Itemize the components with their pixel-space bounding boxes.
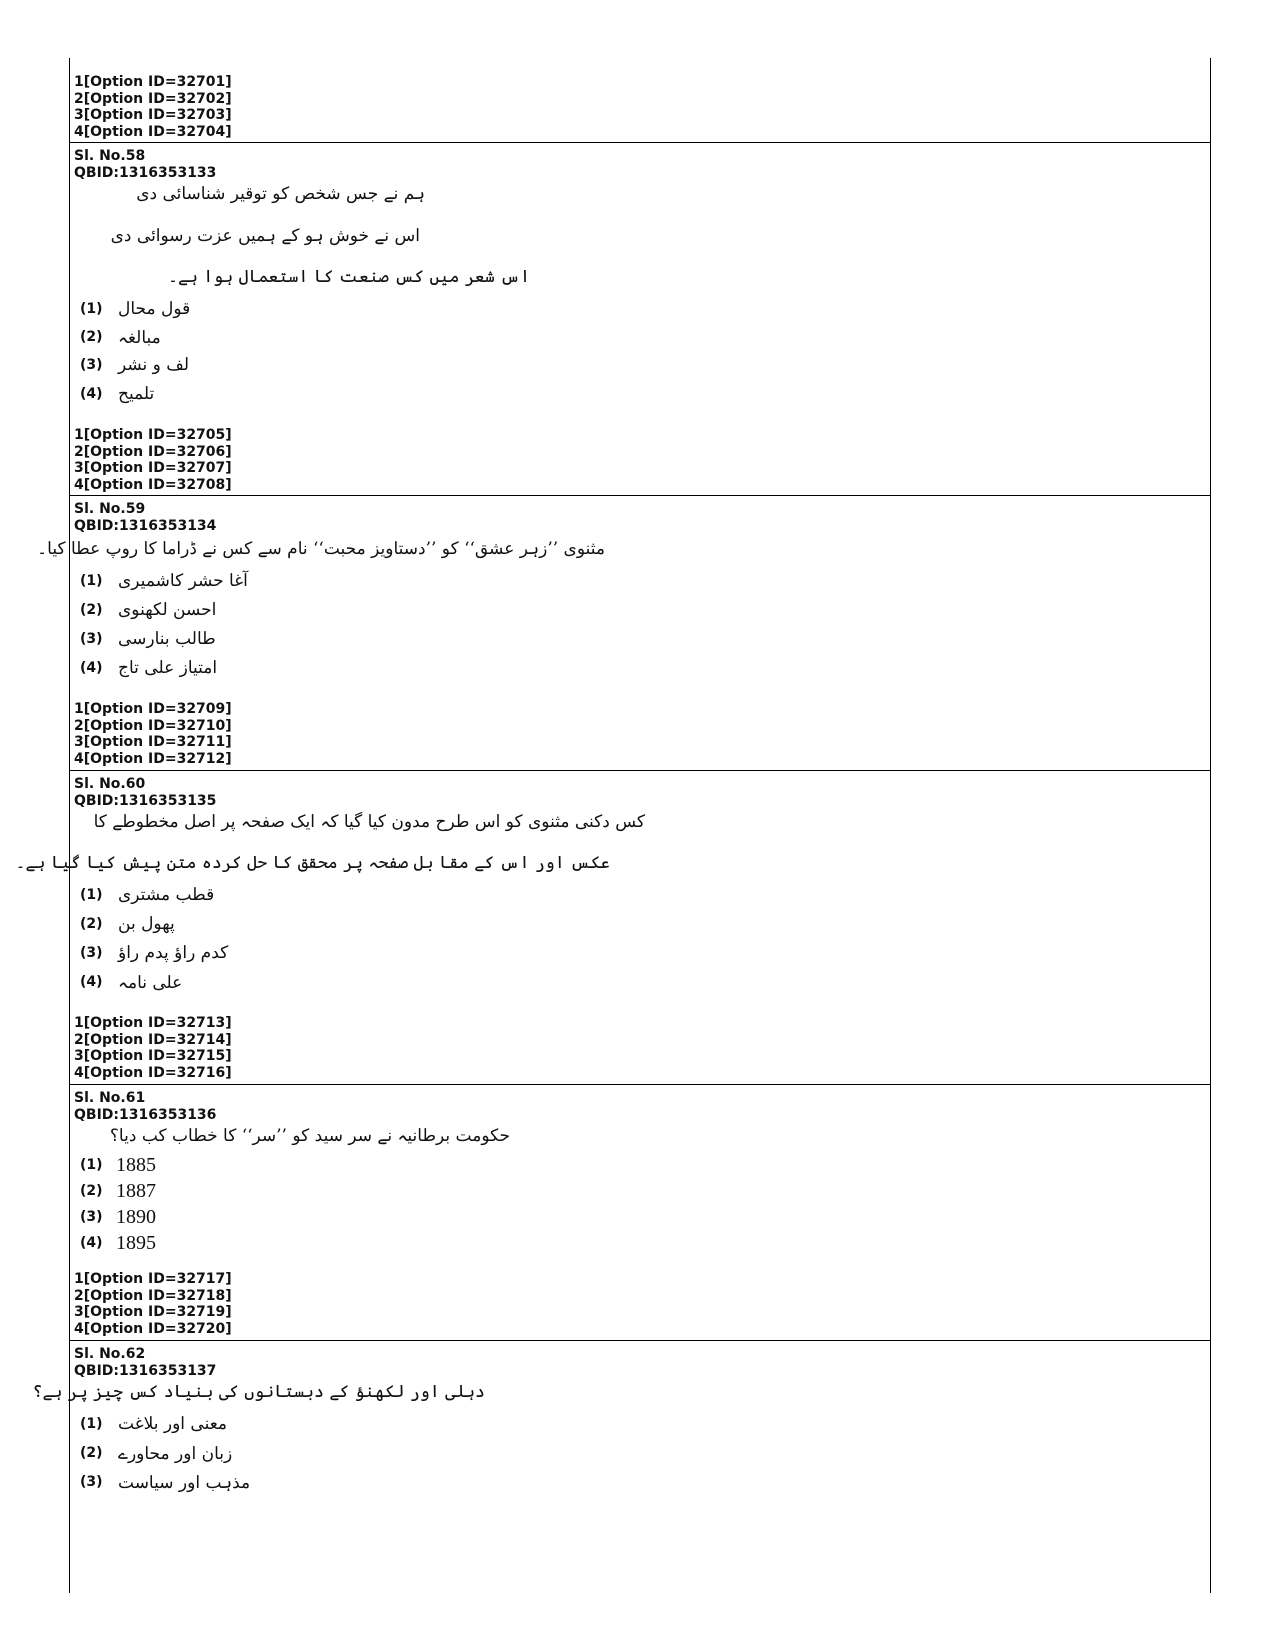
option-id: 2[Option ID=32710] bbox=[74, 717, 232, 734]
option-text: تلمیح bbox=[118, 384, 155, 404]
option-text: طالب بنارسی bbox=[118, 629, 216, 649]
serial-number: Sl. No.58 bbox=[74, 148, 146, 164]
option-number: (3) bbox=[80, 945, 103, 961]
option-4[interactable] bbox=[80, 381, 154, 407]
option-text: کدم راؤ پدم راؤ bbox=[118, 943, 229, 963]
qbid: QBID:1316353136 bbox=[74, 1106, 217, 1123]
question-line: ہم نے جس شخص کو توقیر شناسائی دی bbox=[136, 184, 425, 204]
qbid: QBID:1316353133 bbox=[74, 164, 217, 181]
option-number: (4) bbox=[80, 974, 103, 990]
option-number: (2) bbox=[80, 916, 103, 932]
option-text: آغا حشر کاشمیری bbox=[118, 571, 248, 591]
option-id: 4[Option ID=32720] bbox=[74, 1320, 232, 1337]
option-number: (4) bbox=[80, 1235, 103, 1251]
option-number: (2) bbox=[80, 329, 103, 345]
option-id: 3[Option ID=32703] bbox=[74, 107, 232, 123]
question-line: مثنوی ’’زہر عشق‘‘ کو ’’دستاویز محبت‘‘ نام سے کس نے ڈراما کا روپ عطا کیا۔ bbox=[37, 539, 605, 559]
question-line: حکومت برطانیہ نے سر سید کو ’’سر‘‘ کا خطاب کب دیا؟ bbox=[109, 1126, 510, 1146]
option-number: (4) bbox=[80, 660, 103, 676]
option-id: 2[Option ID=32718] bbox=[74, 1287, 232, 1304]
question-paper-frame bbox=[15, 58, 1211, 1593]
option-number: (3) bbox=[80, 1209, 103, 1225]
option-number: (2) bbox=[80, 1183, 103, 1199]
question-line: اس نے خوش ہو کے ہمیں عزت رسوائی دی bbox=[110, 226, 420, 246]
option-text: لف و نشر bbox=[118, 355, 190, 375]
option-id: 4[Option ID=32716] bbox=[74, 1064, 232, 1081]
option-number: (3) bbox=[80, 357, 103, 373]
question-line: اس شعر میں کس صنعت کا استعمال ہوا ہے۔ bbox=[168, 267, 530, 287]
serial-number: Sl. No.62 bbox=[74, 1346, 146, 1362]
option-4[interactable] bbox=[80, 655, 217, 681]
option-number: (1) bbox=[80, 1416, 103, 1432]
option-text: مذہب اور سیاست bbox=[118, 1472, 251, 1493]
option-2[interactable] bbox=[80, 911, 175, 937]
option-2[interactable] bbox=[80, 324, 161, 350]
option-3[interactable] bbox=[80, 352, 189, 378]
option-1[interactable] bbox=[80, 1152, 156, 1178]
option-text: 1890 bbox=[116, 1205, 156, 1228]
option-number: (1) bbox=[80, 573, 103, 589]
option-id: 4[Option ID=32712] bbox=[74, 750, 232, 767]
option-text: قول محال bbox=[118, 299, 191, 319]
option-number: (2) bbox=[80, 602, 103, 618]
question-58 bbox=[70, 143, 1210, 496]
question-61 bbox=[70, 1085, 1210, 1341]
option-number: (4) bbox=[80, 386, 103, 402]
option-text: امتیاز علی تاج bbox=[118, 658, 218, 678]
option-text: 1885 bbox=[116, 1153, 156, 1176]
option-id: 3[Option ID=32711] bbox=[74, 734, 232, 750]
option-1[interactable] bbox=[80, 296, 190, 322]
option-1[interactable] bbox=[80, 568, 248, 594]
qbid: QBID:1316353135 bbox=[74, 792, 217, 809]
option-id: 4[Option ID=32704] bbox=[74, 123, 232, 140]
question-60 bbox=[15, 771, 1210, 1085]
option-number: (2) bbox=[80, 1445, 103, 1461]
question-line: دہلی اور لکھنؤ کے دبستانوں کی بنیاد کس چیز پر ہے؟ bbox=[32, 1382, 485, 1402]
serial-number: Sl. No.61 bbox=[74, 1090, 146, 1106]
option-3[interactable] bbox=[80, 1204, 156, 1230]
option-text: احسن لکھنوی bbox=[118, 600, 217, 620]
option-text: قطب مشتری bbox=[118, 885, 215, 905]
qbid: QBID:1316353134 bbox=[74, 517, 217, 534]
serial-number: Sl. No.59 bbox=[74, 501, 146, 517]
option-id: 3[Option ID=32715] bbox=[74, 1048, 232, 1064]
option-4[interactable] bbox=[80, 969, 182, 995]
option-id: 1[Option ID=32709] bbox=[74, 701, 232, 717]
option-2[interactable] bbox=[80, 1440, 232, 1466]
option-text: معنی اور بلاغت bbox=[118, 1414, 228, 1434]
option-1[interactable] bbox=[80, 1411, 227, 1437]
previous-question-option-ids bbox=[70, 58, 1210, 143]
option-id: 1[Option ID=32705] bbox=[74, 427, 232, 443]
question-line: عکس اور اس کے مقا بل صفحہ پر محقق کا حل کردہ متن پیش کیا گیا ہے۔ bbox=[15, 853, 610, 873]
question-62 bbox=[32, 1341, 1210, 1593]
question-line: کس دکنی مثنوی کو اس طرح مدون کیا گیا کہ ایک صفحہ پر اصل مخطوطے کا bbox=[93, 812, 645, 832]
option-3[interactable] bbox=[80, 1469, 250, 1495]
option-text: علی نامہ bbox=[118, 972, 183, 993]
option-2[interactable] bbox=[80, 1178, 156, 1204]
option-text: پھول بن bbox=[118, 914, 175, 934]
option-id: 1[Option ID=32717] bbox=[74, 1271, 232, 1287]
option-number: (3) bbox=[80, 631, 103, 647]
option-number: (3) bbox=[80, 1474, 103, 1490]
option-id: 1[Option ID=32713] bbox=[74, 1015, 232, 1031]
question-59 bbox=[37, 496, 1210, 771]
option-3[interactable] bbox=[80, 940, 228, 966]
option-text: 1895 bbox=[116, 1231, 156, 1254]
option-3[interactable] bbox=[80, 626, 216, 652]
option-text: مبالغہ bbox=[118, 327, 161, 348]
option-id: 1[Option ID=32701] bbox=[74, 74, 232, 90]
qbid: QBID:1316353137 bbox=[74, 1362, 217, 1379]
option-number: (1) bbox=[80, 301, 103, 317]
option-id: 2[Option ID=32702] bbox=[74, 90, 232, 107]
option-4[interactable] bbox=[80, 1230, 156, 1256]
option-text: زبان اور محاورے bbox=[118, 1443, 233, 1464]
option-2[interactable] bbox=[80, 597, 216, 623]
option-id: 4[Option ID=32708] bbox=[74, 476, 232, 493]
option-id: 3[Option ID=32719] bbox=[74, 1304, 232, 1320]
option-number: (1) bbox=[80, 1157, 103, 1173]
serial-number: Sl. No.60 bbox=[74, 776, 146, 792]
option-id: 2[Option ID=32706] bbox=[74, 443, 232, 460]
option-id: 3[Option ID=32707] bbox=[74, 460, 232, 476]
option-1[interactable] bbox=[80, 882, 214, 908]
option-id: 2[Option ID=32714] bbox=[74, 1031, 232, 1048]
option-number: (1) bbox=[80, 887, 103, 903]
option-text: 1887 bbox=[116, 1179, 156, 1202]
